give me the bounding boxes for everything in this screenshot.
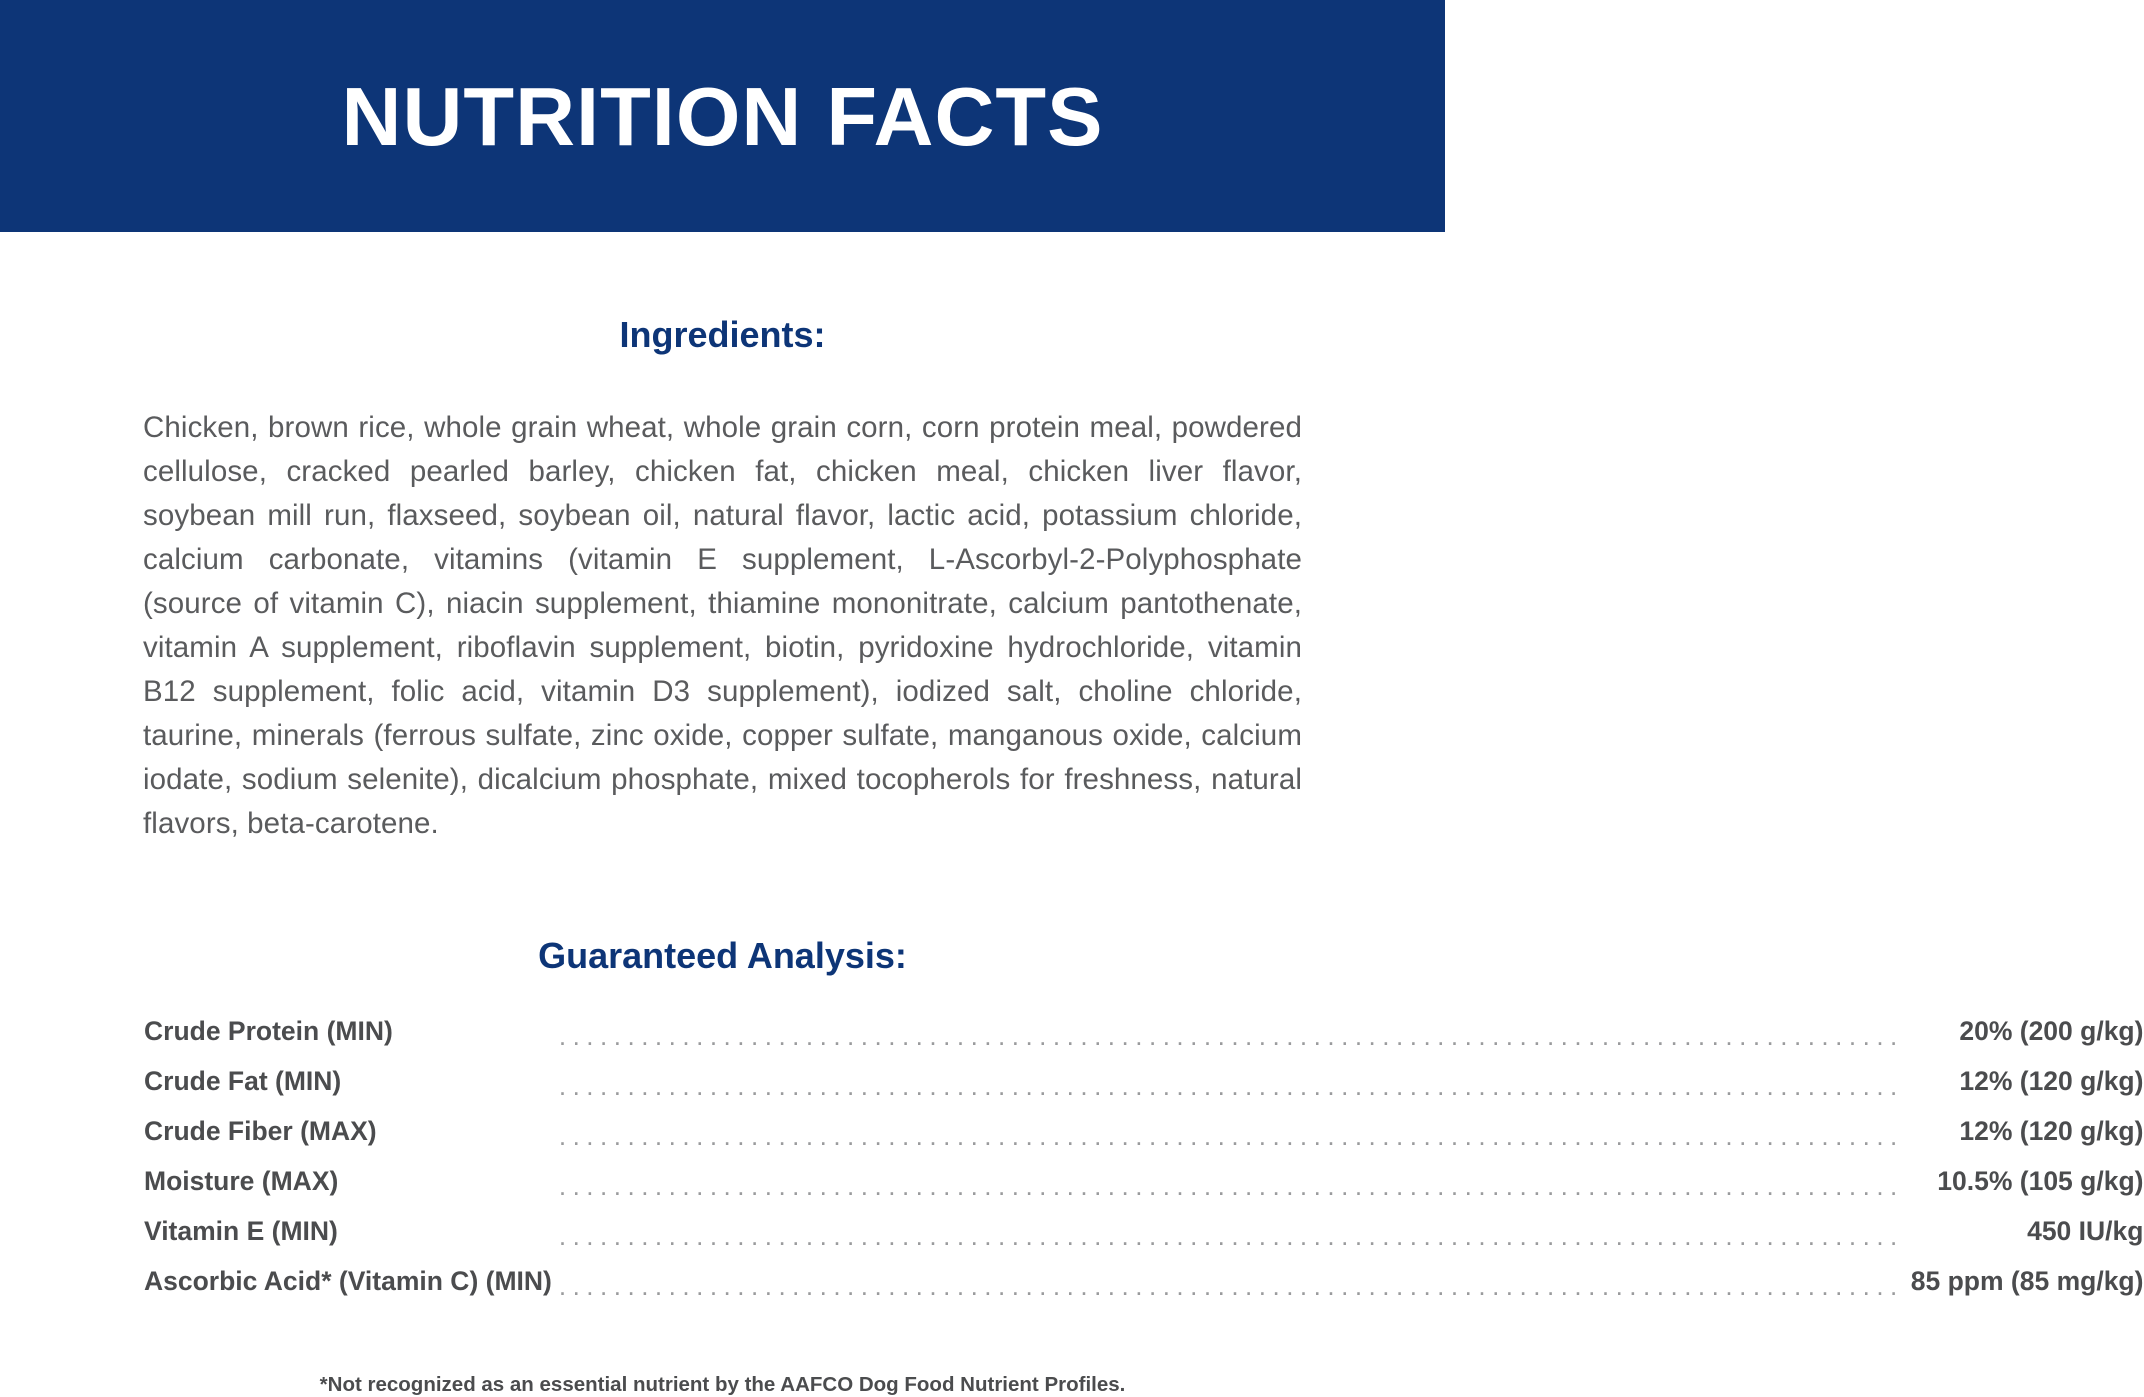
guaranteed-analysis-heading: Guaranteed Analysis: xyxy=(538,935,907,976)
dot-leader xyxy=(553,1103,1910,1153)
dot-leader xyxy=(553,1153,1910,1203)
dot-leader xyxy=(553,1003,1910,1053)
ingredients-text: Chicken, brown rice, whole grain wheat, whole grain corn, corn protein meal, powdered cellulose, cracked pearled barley, chicken fat, chicken meal, chicken liver flavor, soybean mill run, flaxseed, soybean oil, natural flavor, lactic acid, potassium chloride, calcium carbonate, vitamins (vitamin E supplement, L-Ascorbyl-2-Polyphosphate (source of vitamin C), niacin supplement, thiamine mononitrate, calcium pantothenate, vitamin A supplement, riboflavin supplement, biotin, pyridoxine hydrochloride, vitamin B12 supplement, folic acid, vitamin D3 supplement), iodized salt, choline chloride, taurine, minerals (ferrous sulfate, zinc oxide, copper sulfate, manganous oxide, calcium iodate, sodium selenite), dicalcium phosphate, mixed tocopherols for freshness, natural flavors, beta-carotene. xyxy=(143,410,1302,840)
dot-leader xyxy=(553,1253,1910,1303)
nutrient-label: Crude Fiber (MAX) xyxy=(144,1116,377,1146)
header-band xyxy=(0,0,1445,232)
ingredients-heading: Ingredients: xyxy=(619,314,826,355)
table-row xyxy=(143,1053,2144,1103)
nutrient-label: Ascorbic Acid* (Vitamin C) (MIN) xyxy=(144,1266,552,1296)
nutrient-value: 12% (120 g/kg) xyxy=(1959,1116,2144,1146)
table-row xyxy=(143,1203,2144,1253)
nutrient-value: 12% (120 g/kg) xyxy=(1959,1066,2144,1096)
dot-leader-glyphs: .................................................................................................. xyxy=(558,1071,1904,1101)
nutrient-value: 450 IU/kg xyxy=(2027,1216,2144,1246)
guaranteed-analysis-table xyxy=(143,1003,2144,1303)
nutrient-label: Vitamin E (MIN) xyxy=(144,1216,338,1246)
table-row xyxy=(143,1003,2144,1053)
table-row xyxy=(143,1153,2144,1203)
nutrient-label: Crude Protein (MIN) xyxy=(144,1016,393,1046)
dot-leader xyxy=(553,1053,1910,1103)
nutrient-value: 85 ppm (85 mg/kg) xyxy=(1910,1266,2144,1296)
content-area xyxy=(0,232,2144,1397)
dot-leader xyxy=(553,1203,1910,1253)
nutrient-label: Crude Fat (MIN) xyxy=(144,1066,342,1096)
footnote: *Not recognized as an essential nutrient by the AAFCO Dog Food Nutrient Profiles. xyxy=(319,1373,1126,1396)
table-row xyxy=(143,1253,2144,1303)
dot-leader-glyphs: .................................................................................................. xyxy=(558,1271,1904,1301)
dot-leader-glyphs: .................................................................................................. xyxy=(558,1221,1904,1251)
dot-leader-glyphs: .................................................................................................. xyxy=(558,1021,1904,1051)
dot-leader-glyphs: .................................................................................................. xyxy=(558,1121,1904,1151)
nutrient-value: 20% (200 g/kg) xyxy=(1959,1016,2144,1046)
nutrient-label: Moisture (MAX) xyxy=(144,1166,339,1196)
table-row xyxy=(143,1103,2144,1153)
nutrient-value: 10.5% (105 g/kg) xyxy=(1937,1166,2144,1196)
page-title: NUTRITION FACTS xyxy=(341,69,1104,163)
dot-leader-glyphs: .................................................................................................. xyxy=(558,1171,1904,1201)
